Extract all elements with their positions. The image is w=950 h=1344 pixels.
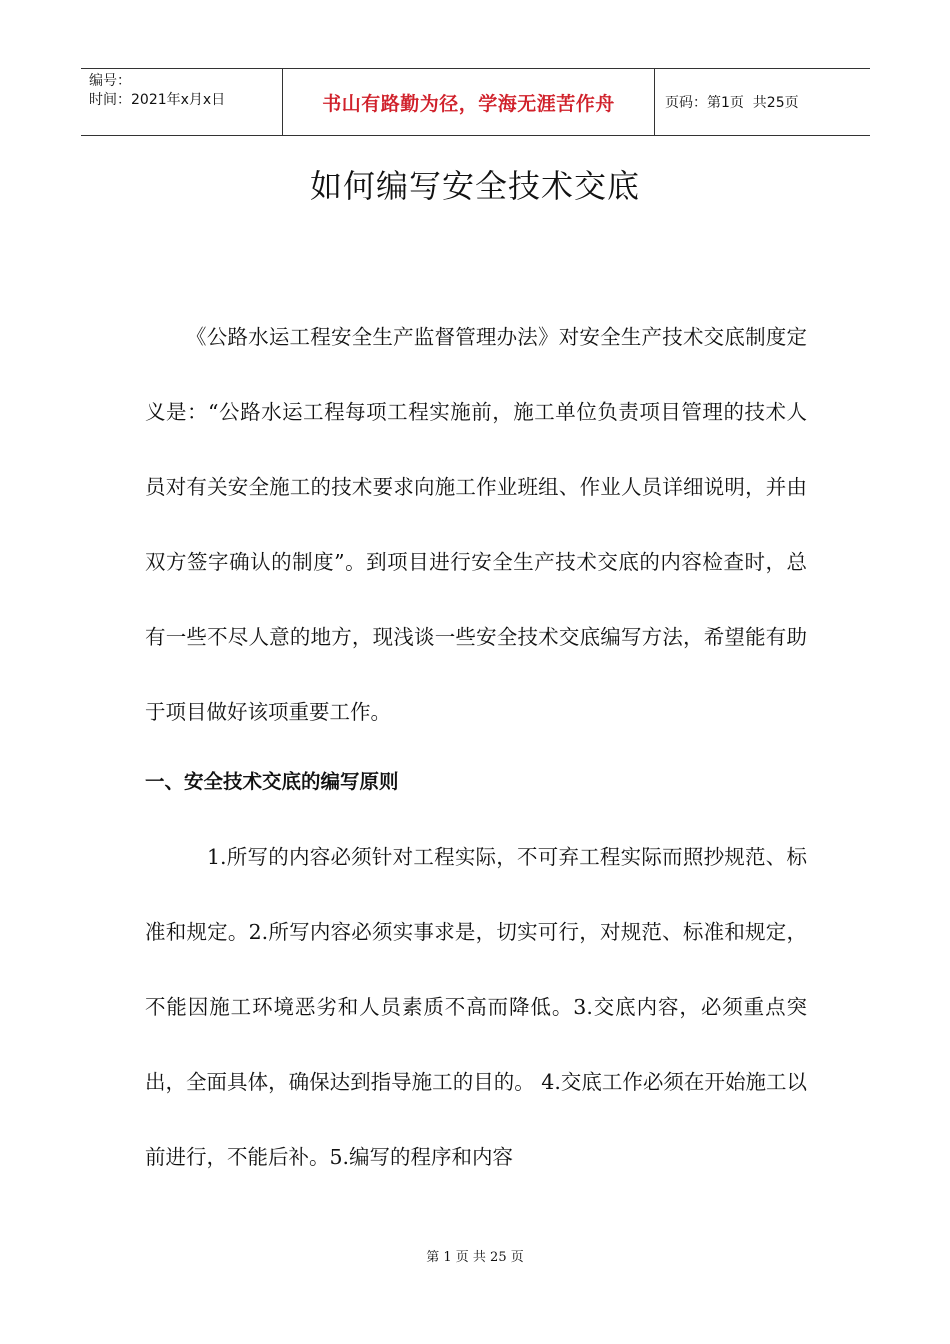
date-label: 时间：2021年x月x日 [89, 92, 226, 108]
motto-text: 书山有路勤为径，学海无涯苦作舟 [322, 92, 615, 115]
page-info-text: 页码：第1页 共25页 [665, 95, 799, 111]
header-table [81, 68, 870, 136]
page-footer: 第 1 页 共 25 页 [426, 1250, 524, 1265]
header-meta-cell [81, 69, 282, 135]
serial-number-label: 编号： [89, 73, 131, 89]
intro-paragraph: 《公路水运工程安全生产监督管理办法》对安全生产技术交底制度定义是：“公路水运工程每项工程实施前，施工单位负责项目管理的技术人员对有关安全施工的技术要求向施工作业班组、作业人员详细说明，并由双方签字确认的制度”。到项目进行安全生产技术交底的内容检查时，总有一些不尽人意的地方，现浅谈一些安全技术交底编写方法，希望能有助于项目做好该项重要工作。 [145, 325, 807, 724]
document-title: 如何编写安全技术交底 [309, 167, 640, 205]
document-body [145, 300, 807, 1195]
section-paragraph: 1.所写的内容必须针对工程实际，不可弃工程实际而照抄规范、标准和规定。2.所写内容必须实事求是，切实可行，对规范、标准和规定，不能因施工环境恶劣和人员素质不高而降低。3.交底内容，必须重点突出，全面具体，确保达到指导施工的目的。 4.交底工作必须在开始施工以前进行，不能后补。5.编写的程序和内容 [145, 845, 807, 1169]
header-motto-cell [282, 69, 655, 135]
header-page-cell [655, 69, 870, 135]
section-heading: 一、安全技术交底的编写原则 [145, 770, 399, 793]
